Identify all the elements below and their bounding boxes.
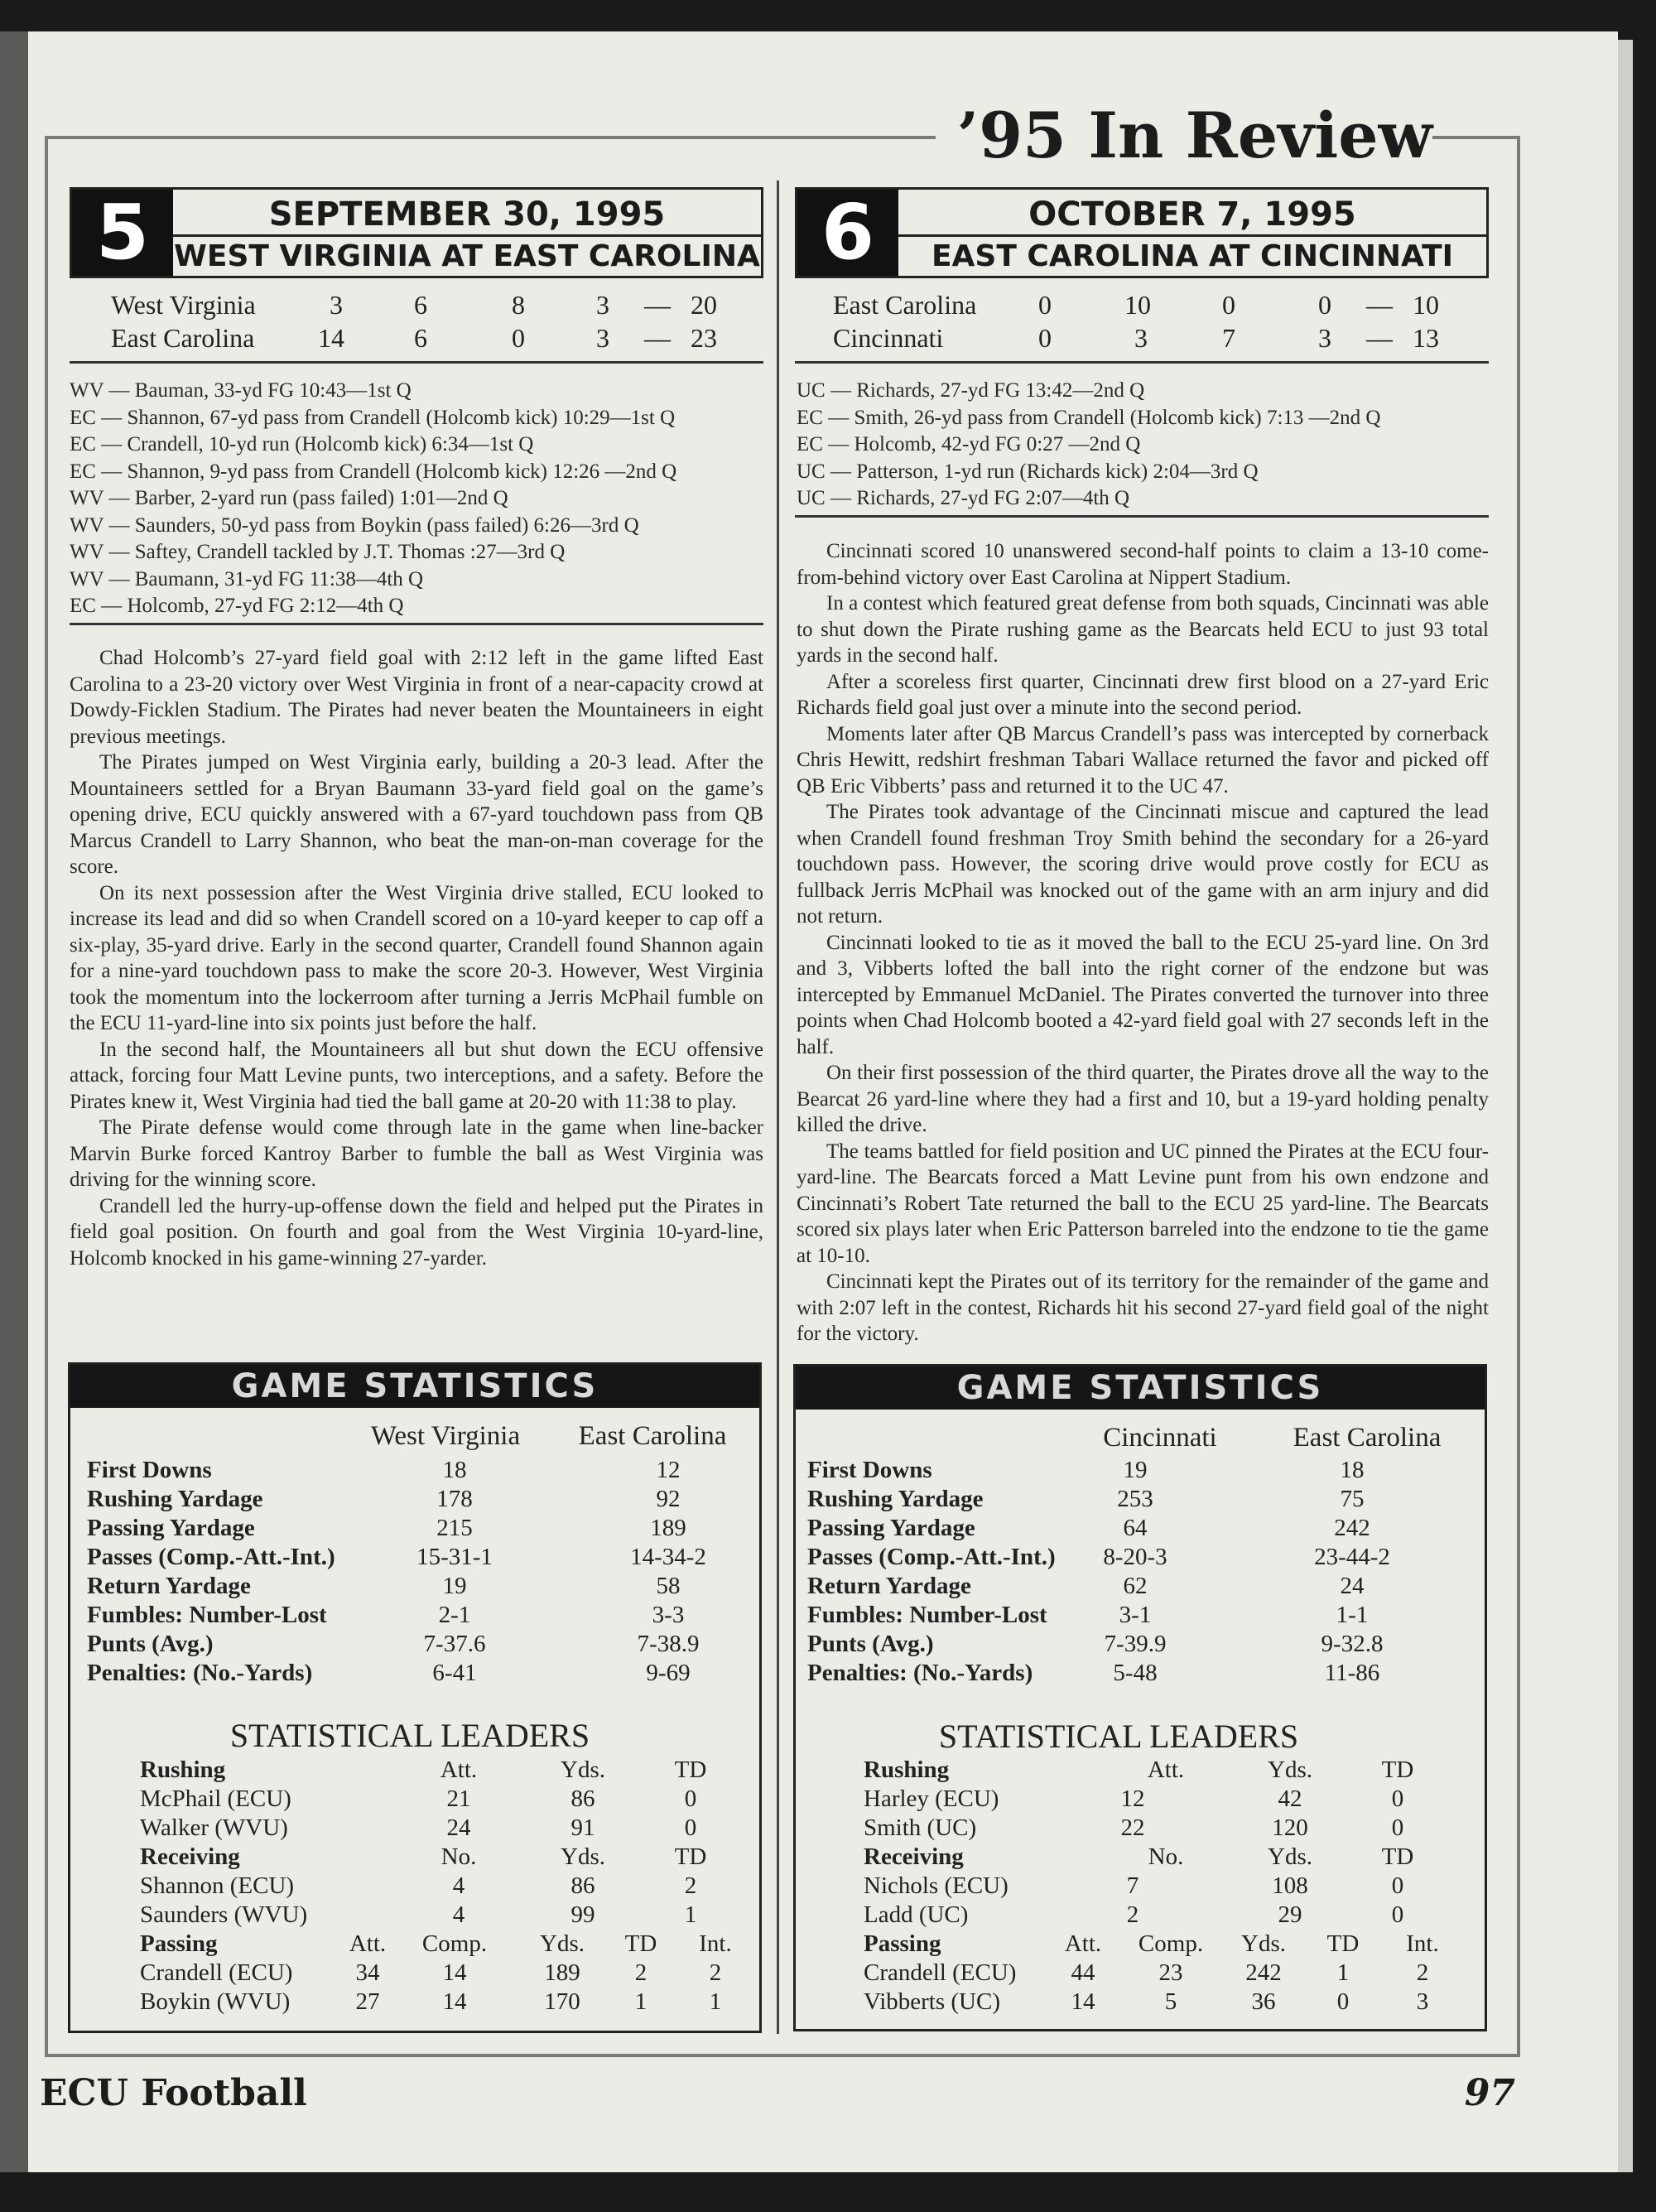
player-name: Walker (WVU)	[140, 1814, 288, 1841]
column-header: Att.	[1147, 1757, 1185, 1783]
stat-value: 8-20-3	[1103, 1544, 1167, 1570]
stat-value: 3-3	[652, 1602, 685, 1628]
column-divider	[777, 181, 779, 2034]
column-header: TD	[1381, 1757, 1414, 1783]
stat-row	[87, 1485, 749, 1514]
story-paragraph: After a scoreless first quarter, Cincinnati drew first blood on a 27-yard Eric Richards field goal just over a minute into the second period.	[797, 670, 1489, 719]
game-statistics-title: GAME STATISTICS	[796, 1366, 1485, 1410]
game-statistics-title: GAME STATISTICS	[70, 1365, 759, 1408]
leaders-value: 0	[1391, 1901, 1404, 1928]
stat-row	[87, 1659, 749, 1688]
page-spine-shadow	[0, 31, 28, 2172]
story-paragraph: The Pirates jumped on West Virginia early, building a 20-3 lead. After the Mountaineers settled for a Bryan Baumann 33-yard field goal on the game’s opening drive, ECU quickly answered with a 67-yard touchdown pass from QB Marcus Crandell to Larry Shannon, who beat the man-on-man coverage for the score.	[70, 751, 763, 878]
leaders-category: Receiving	[864, 1843, 964, 1870]
leaders-header-row	[864, 1930, 1476, 1959]
column-header: Yds.	[561, 1757, 605, 1783]
stat-label: Passes (Comp.-Att.-Int.)	[87, 1544, 335, 1570]
scoring-summary	[70, 378, 763, 620]
stat-label: Penalties: (No.-Yards)	[87, 1660, 313, 1686]
leaders-value: 1	[634, 1988, 647, 2015]
leaders-row	[140, 1959, 753, 1988]
game-matchup: WEST VIRGINIA AT EAST CAROLINA	[173, 234, 761, 276]
scoring-play: UC — Patterson, 1-yd run (Richards kick) 2:04—3rd Q	[797, 460, 1259, 483]
stat-value: 6-41	[432, 1660, 477, 1686]
leaders-value: 2	[1126, 1901, 1139, 1928]
linescore-row	[111, 288, 740, 321]
linescore	[833, 288, 1479, 354]
stat-row	[807, 1659, 1470, 1688]
stat-label: Passing Yardage	[807, 1515, 975, 1541]
quarter-score: 14	[318, 323, 344, 353]
column-header: TD	[624, 1930, 657, 1957]
player-name: Vibberts (UC)	[864, 1988, 1000, 2015]
scoring-play: WV — Barber, 2-yard run (pass failed) 1:01—2nd Q	[70, 487, 508, 509]
leaders-value: 2	[634, 1959, 647, 1986]
stat-value: 2-1	[438, 1602, 471, 1628]
stat-value: 18	[442, 1457, 467, 1483]
player-name: Crandell (ECU)	[140, 1959, 293, 1986]
leaders-value: 242	[1245, 1959, 1282, 1986]
statistical-leaders-title: STATISTICAL LEADERS	[229, 1717, 590, 1754]
leaders-value: 0	[1391, 1872, 1404, 1899]
team-name: Cincinnati	[833, 323, 944, 353]
leaders-value: 29	[1278, 1901, 1302, 1928]
quarter-score: 0	[1038, 290, 1052, 320]
quarter-score: 3	[1134, 323, 1148, 353]
leaders-value: 170	[544, 1988, 580, 2015]
game-date: SEPTEMBER 30, 1995	[268, 195, 666, 234]
leaders-header-row	[140, 1930, 753, 1959]
story-paragraph: The Pirates took advantage of the Cincinnati miscue and captured the lead when Crandell found freshman Troy Smith behind the secondary for a 26-yard touchdown pass. However, the scoring drive would prove costly for ECU as fullback Jerris McPhail was knocked out of the game with an arm injury and did not return.	[797, 801, 1489, 928]
stat-row	[87, 1630, 749, 1659]
story-paragraph: Chad Holcomb’s 27-yard field goal with 2:12 left in the game lifted East Carolina to a 23-20 victory over West Virginia in front of a near-capacity crowd at Dowdy-Ficklen Stadium. The Pirates had never beaten the Mountaineers in eight previous meetings.	[70, 647, 763, 748]
player-name: Ladd (UC)	[864, 1901, 969, 1928]
leaders-header-row	[140, 1843, 753, 1872]
leaders-value: 108	[1272, 1872, 1308, 1899]
story-paragraph: Moments later after QB Marcus Crandell’s pass was intercepted by cornerback Chris Hewitt, redshirt freshman Tabari Wallace returned the favor and picked off QB Eric Vibberts’ pass and returned it to the UC 47.	[797, 722, 1489, 798]
dash: —	[644, 290, 671, 320]
column-header: TD	[1326, 1930, 1360, 1957]
column-header: No.	[1148, 1843, 1184, 1870]
story-paragraph: On its next possession after the West Virginia drive stalled, ECU looked to increase its lead and did so when Crandell scored on a 10-yard keeper to cap off a six-play, 35-yard drive. Early in the second quarter, Crandell found Shannon again for a nine-yard touchdown pass to make the score 20-3. However, West Virginia took the momentum into the lockerroom after turning a Jerris McPhail fumble on the ECU 11-yard-line into six points just before the half.	[70, 881, 763, 1034]
dash: —	[644, 323, 671, 353]
game-matchup: EAST CAROLINA AT CINCINNATI	[898, 234, 1486, 276]
stat-value: 7-39.9	[1104, 1631, 1167, 1657]
stat-value: 19	[442, 1573, 467, 1599]
stat-label: Return Yardage	[807, 1573, 971, 1599]
leaders-value: 42	[1278, 1786, 1302, 1812]
quarter-score: 3	[596, 323, 609, 353]
leaders-value: 12	[1120, 1786, 1145, 1812]
player-name: Shannon (ECU)	[140, 1872, 295, 1899]
leaders-value: 5	[1164, 1988, 1177, 2015]
story-paragraph: In a contest which featured great defense from both squads, Cincinnati was able to shut down the Pirate rushing game as the Bearcats held ECU to just 93 total yards in the second half.	[797, 592, 1489, 667]
leaders-value: 189	[544, 1959, 580, 1986]
stat-row	[807, 1601, 1470, 1630]
page-header-title: ’95 In Review	[936, 98, 1432, 174]
stat-label: Return Yardage	[87, 1573, 251, 1599]
leaders-header-row	[864, 1756, 1476, 1785]
stat-value: 178	[436, 1486, 473, 1512]
scoring-play: WV — Saftey, Crandell tackled by J.T. Thomas :27—3rd Q	[70, 541, 566, 563]
game-statistics-box	[793, 1364, 1487, 2031]
leaders-value: 44	[1071, 1959, 1095, 1986]
leaders-row	[140, 1785, 753, 1814]
leaders-value: 0	[1391, 1814, 1404, 1841]
player-name: Harley (ECU)	[864, 1786, 999, 1812]
team-name: West Virginia	[111, 290, 256, 320]
story-paragraph: The teams battled for field position and UC pinned the Pirates at the ECU four-yard-line. The Bearcats forced a Matt Levine punt from his own endzone and Cincinnati’s Robert Tate returned the ball to the ECU 25 yard-line. The Bearcats scored six plays later when Eric Patterson barreled into the endzone to tie the game at 10-10.	[797, 1140, 1489, 1267]
player-name: McPhail (ECU)	[140, 1786, 291, 1812]
divider	[70, 623, 763, 625]
stat-value: 62	[1123, 1573, 1148, 1599]
game-story	[70, 645, 763, 1271]
leaders-value: 86	[570, 1786, 595, 1812]
column-header: Yds.	[1268, 1843, 1312, 1870]
leaders-value: 2	[709, 1959, 722, 1986]
linescore-row	[833, 288, 1479, 321]
stat-label: First Downs	[807, 1457, 932, 1483]
column-header: No.	[440, 1843, 477, 1870]
team-column-header: East Carolina	[578, 1421, 727, 1451]
column-header: Att.	[349, 1930, 387, 1957]
footer-publication: ECU Football	[40, 2072, 307, 2114]
stat-row	[807, 1456, 1470, 1485]
leaders-value: 2	[684, 1872, 697, 1899]
stat-value: 18	[1340, 1457, 1365, 1483]
stat-label: Penalties: (No.-Yards)	[807, 1660, 1033, 1686]
scoring-play: WV — Baumann, 31-yd FG 11:38—4th Q	[70, 567, 424, 590]
leaders-category: Passing	[140, 1930, 218, 1957]
quarter-score: 8	[512, 290, 525, 320]
player-name: Smith (UC)	[864, 1814, 977, 1841]
column-header: TD	[674, 1843, 707, 1870]
column-header: Att.	[440, 1757, 478, 1783]
stat-row	[807, 1543, 1470, 1572]
stat-value: 14-34-2	[630, 1544, 706, 1570]
game-number: 5	[72, 190, 173, 276]
leaders-value: 7	[1126, 1872, 1139, 1899]
story-paragraph: Cincinnati scored 10 unanswered second-half points to claim a 13-10 come-from-behind victory over East Carolina at Nippert Stadium.	[797, 540, 1489, 589]
scoring-play: UC — Richards, 27-yd FG 13:42—2nd Q	[797, 379, 1145, 402]
final-score: 23	[691, 323, 717, 353]
stat-row	[807, 1572, 1470, 1601]
leaders-value: 22	[1120, 1814, 1145, 1841]
column-header: Yds.	[561, 1843, 605, 1870]
column-header: Comp.	[1138, 1930, 1204, 1957]
story-paragraph: Crandell led the hurry-up-offense down the field and helped put the Pirates in field goal position. On fourth and goal from the West Virginia 10-yard-line, Holcomb knocked in his game-winning 27-yarder.	[70, 1194, 763, 1270]
stat-value: 1-1	[1336, 1602, 1369, 1628]
stat-value: 19	[1123, 1457, 1148, 1483]
stat-value: 58	[656, 1573, 681, 1599]
quarter-score: 6	[414, 290, 427, 320]
linescore-row	[111, 321, 740, 354]
stat-value: 7-38.9	[637, 1631, 700, 1657]
scoring-play: EC — Shannon, 9-yd pass from Crandell (Holcomb kick) 12:26 —2nd Q	[70, 460, 677, 483]
leaders-value: 120	[1272, 1814, 1308, 1841]
stat-value: 7-37.6	[423, 1631, 486, 1657]
leaders-value: 0	[684, 1786, 697, 1812]
column-header: Att.	[1064, 1930, 1102, 1957]
scoring-play: EC — Crandell, 10-yd run (Holcomb kick) 6:34—1st Q	[70, 433, 534, 455]
leaders-row	[864, 1901, 1476, 1930]
leaders-row	[864, 1988, 1476, 2017]
scoring-play: WV — Bauman, 33-yd FG 10:43—1st Q	[70, 379, 412, 402]
leaders-row	[140, 1814, 753, 1843]
column-header: TD	[1381, 1843, 1414, 1870]
column-header: Comp.	[421, 1930, 488, 1957]
leaders-value: 14	[442, 1959, 467, 1986]
quarter-score: 10	[1124, 290, 1151, 320]
leaders-value: 36	[1251, 1988, 1276, 2015]
leaders-row	[864, 1872, 1476, 1901]
story-paragraph: Cincinnati kept the Pirates out of its territory for the remainder of the game and with 2:07 left in the contest, Richards hit his second 27-yard field goal of the night for the victory.	[797, 1270, 1489, 1345]
linescore-row	[833, 321, 1479, 354]
quarter-score: 0	[1222, 290, 1235, 320]
stat-row	[87, 1543, 749, 1572]
leaders-value: 34	[355, 1959, 380, 1986]
leaders-category: Rushing	[140, 1757, 226, 1783]
divider	[795, 515, 1489, 518]
stat-value: 242	[1334, 1515, 1370, 1541]
leaders-category: Passing	[864, 1930, 941, 1957]
team-column-header: West Virginia	[370, 1421, 521, 1451]
game-header	[795, 187, 1489, 278]
stat-row	[87, 1572, 749, 1601]
page-edge	[1618, 40, 1633, 2172]
stat-value: 3-1	[1119, 1602, 1152, 1628]
quarter-score: 3	[596, 290, 609, 320]
leaders-value: 0	[1391, 1786, 1404, 1812]
quarter-score: 3	[1318, 323, 1331, 353]
stat-value: 75	[1340, 1486, 1365, 1512]
quarter-score: 6	[414, 323, 427, 353]
final-score: 20	[691, 290, 717, 320]
quarter-score: 0	[1318, 290, 1331, 320]
final-score: 13	[1413, 323, 1439, 353]
stat-row	[807, 1630, 1470, 1659]
stat-value: 5-48	[1113, 1660, 1158, 1686]
story-paragraph: The Pirate defense would come through late in the game when line-backer Marvin Burke forced Kantroy Barber to fumble the ball as West Virginia was driving for the winning score.	[70, 1116, 763, 1191]
quarter-score: 0	[512, 323, 525, 353]
story-paragraph: In the second half, the Mountaineers all but shut down the ECU offensive attack, forcing four Matt Levine punts, two interceptions, and a safety. Before the Pirates knew it, West Virginia had tied the ball game at 20-20 with 11:38 to play.	[70, 1038, 763, 1113]
player-name: Crandell (ECU)	[864, 1959, 1017, 1986]
game-header	[70, 187, 763, 278]
stat-label: Punts (Avg.)	[87, 1631, 214, 1657]
game-statistics-box	[68, 1362, 762, 2033]
column-header: Int.	[699, 1930, 732, 1957]
stat-value: 15-31-1	[416, 1544, 493, 1570]
leaders-row	[864, 1814, 1476, 1843]
leaders-value: 4	[452, 1901, 465, 1928]
team-name: East Carolina	[111, 323, 255, 353]
stat-value: 215	[436, 1515, 473, 1541]
leaders-value: 0	[684, 1814, 697, 1841]
team-column-header: Cincinnati	[1103, 1423, 1217, 1453]
stat-row	[87, 1601, 749, 1630]
column-header: Int.	[1406, 1930, 1439, 1957]
leaders-value: 27	[355, 1988, 380, 2015]
stat-label: Punts (Avg.)	[807, 1631, 934, 1657]
leaders-category: Rushing	[864, 1757, 950, 1783]
stat-label: Passing Yardage	[87, 1515, 255, 1541]
leaders-value: 99	[570, 1901, 595, 1928]
leaders-value: 1	[684, 1901, 697, 1928]
stat-value: 189	[650, 1515, 686, 1541]
stat-value: 9-32.8	[1321, 1631, 1384, 1657]
leaders-header-row	[140, 1756, 753, 1785]
player-name: Saunders (WVU)	[140, 1901, 308, 1928]
leaders-category: Receiving	[140, 1843, 240, 1870]
team-column-header: East Carolina	[1293, 1423, 1442, 1453]
quarter-score: 7	[1222, 323, 1235, 353]
scoring-play: EC — Holcomb, 42-yd FG 0:27 —2nd Q	[797, 433, 1141, 455]
game-date: OCTOBER 7, 1995	[1028, 195, 1356, 234]
quarter-score: 3	[330, 290, 343, 320]
player-name: Nichols (ECU)	[864, 1872, 1009, 1899]
scoring-play: EC — Smith, 26-yd pass from Crandell (Holcomb kick) 7:13 —2nd Q	[797, 406, 1381, 429]
scoring-play: EC — Shannon, 67-yd pass from Crandell (Holcomb kick) 10:29—1st Q	[70, 406, 676, 429]
stat-row	[87, 1456, 749, 1485]
leaders-value: 86	[570, 1872, 595, 1899]
page-number: 97	[1464, 2072, 1515, 2114]
column-header: Yds.	[540, 1930, 585, 1957]
leaders-value: 14	[442, 1988, 467, 2015]
stat-value: 9-69	[646, 1660, 691, 1686]
stat-label: Passes (Comp.-Att.-Int.)	[807, 1544, 1056, 1570]
leaders-header-row	[864, 1843, 1476, 1872]
leaders-row	[864, 1785, 1476, 1814]
leaders-value: 1	[1336, 1959, 1350, 1986]
stat-value: 64	[1123, 1515, 1148, 1541]
leaders-value: 24	[446, 1814, 471, 1841]
player-name: Boykin (WVU)	[140, 1988, 291, 2015]
leaders-row	[140, 1901, 753, 1930]
leaders-row	[140, 1872, 753, 1901]
stat-value: 24	[1340, 1573, 1365, 1599]
dash: —	[1366, 290, 1393, 320]
leaders-value: 3	[1416, 1988, 1429, 2015]
stat-value: 253	[1117, 1486, 1153, 1512]
scoring-play: WV — Saunders, 50-yd pass from Boykin (pass failed) 6:26—3rd Q	[70, 513, 639, 537]
leaders-row	[864, 1959, 1476, 1988]
linescore	[111, 288, 740, 354]
leaders-value: 2	[1416, 1959, 1429, 1986]
stat-value: 11-86	[1324, 1660, 1380, 1686]
column-header: Yds.	[1268, 1757, 1312, 1783]
leaders-value: 91	[570, 1814, 595, 1841]
divider	[795, 361, 1489, 364]
dash: —	[1366, 323, 1393, 353]
leaders-value: 4	[452, 1872, 465, 1899]
statistical-leaders-title: STATISTICAL LEADERS	[938, 1718, 1299, 1755]
final-score: 10	[1413, 290, 1439, 320]
stat-label: First Downs	[87, 1457, 212, 1483]
leaders-value: 14	[1071, 1988, 1095, 2015]
stat-value: 23-44-2	[1314, 1544, 1390, 1570]
scoring-summary	[797, 378, 1490, 513]
stat-label: Fumbles: Number-Lost	[807, 1602, 1047, 1628]
stat-label: Rushing Yardage	[87, 1486, 263, 1512]
team-name: East Carolina	[833, 290, 977, 320]
stat-row	[807, 1485, 1470, 1514]
stat-label: Fumbles: Number-Lost	[87, 1602, 327, 1628]
leaders-value: 1	[709, 1988, 722, 2015]
scoring-play: EC — Holcomb, 27-yd FG 2:12—4th Q	[70, 595, 404, 617]
column-header: TD	[674, 1757, 707, 1783]
stat-value: 12	[656, 1457, 681, 1483]
leaders-value: 23	[1158, 1959, 1183, 1986]
divider	[70, 361, 763, 364]
stat-value: 92	[656, 1486, 681, 1512]
leaders-value: 21	[446, 1786, 471, 1812]
game-number: 6	[797, 190, 898, 276]
stat-row	[87, 1514, 749, 1543]
leaders-row	[140, 1988, 753, 2017]
story-paragraph: On their first possession of the third quarter, the Pirates drove all the way to the Bearcat 26 yard-line where they had a first and 10, but a 19-yard holding penalty killed the drive.	[797, 1062, 1489, 1136]
stat-row	[807, 1514, 1470, 1543]
stat-label: Rushing Yardage	[807, 1486, 984, 1512]
scoring-play: UC — Richards, 27-yd FG 2:07—4th Q	[797, 487, 1130, 509]
quarter-score: 0	[1038, 323, 1052, 353]
game-story	[797, 538, 1489, 1347]
leaders-value: 0	[1336, 1988, 1350, 2015]
story-paragraph: Cincinnati looked to tie as it moved the ball to the ECU 25-yard line. On 3rd and 3, Vibberts lofted the ball into the right corner of the endzone but was intercepted by Emmanuel McDaniel. The Pirates converted the turnover into three points when Chad Holcomb booted a 42-yard field goal with 27 seconds left in the half.	[797, 931, 1489, 1058]
column-header: Yds.	[1241, 1930, 1286, 1957]
